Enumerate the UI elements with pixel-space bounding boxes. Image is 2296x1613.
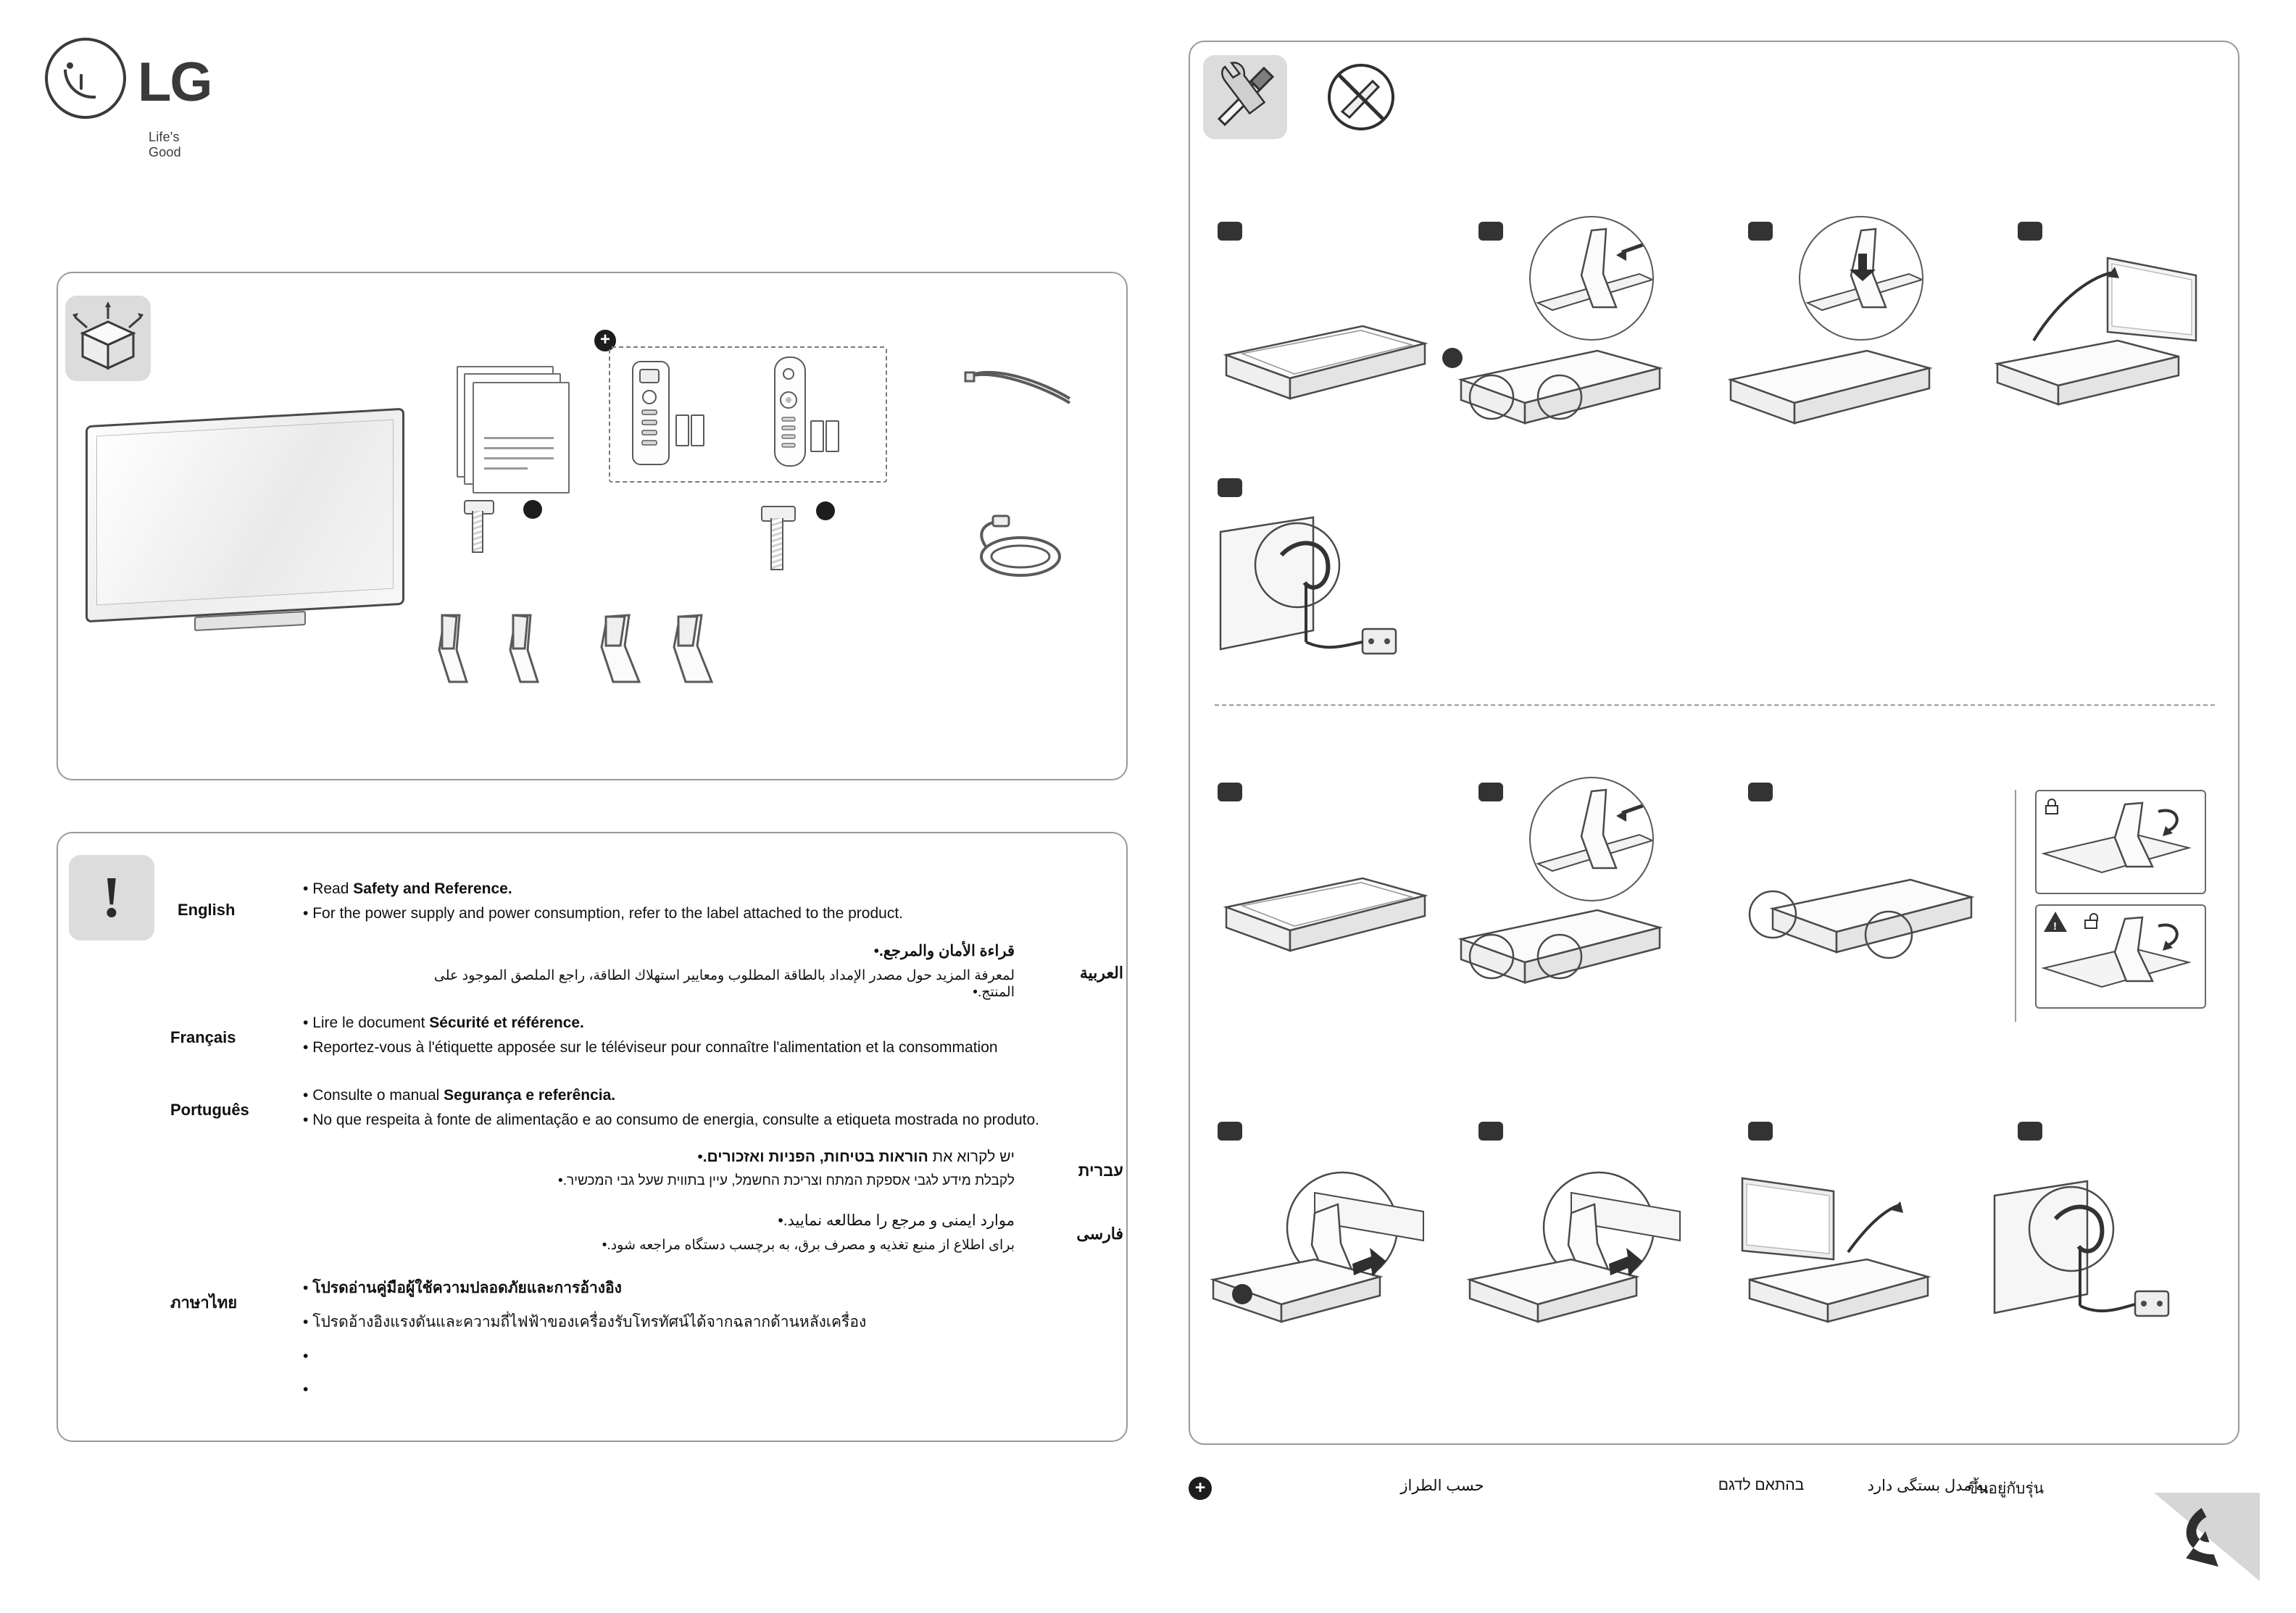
step-badge-a4 (2018, 222, 2042, 241)
safety-line-text: Consulte o manual (312, 1087, 444, 1104)
safety-line-bold: הוראות בטיחות, הפניות ואזכורים. (702, 1149, 928, 1165)
optional-plus-badge: + (594, 330, 616, 351)
battery-icon (810, 420, 824, 452)
step-b5-figure-slide-stand (1206, 1171, 1445, 1330)
screw-quantity-marker (523, 500, 542, 519)
step-badge-a5 (1218, 478, 1242, 497)
language-label-hebrew: עברית (1078, 1162, 1123, 1180)
cable-tie-icon (964, 362, 1073, 413)
language-label-portuguese: Português (170, 1101, 249, 1119)
step-b2-detail-circle (1529, 777, 1654, 901)
step-a1-figure-tv-on-carton (1218, 312, 1428, 406)
power-cord-icon (964, 514, 1073, 587)
step-b4-warning-detail (2035, 904, 2206, 1009)
step-badge-a2-sub (1442, 348, 1463, 368)
battery-icon (675, 414, 689, 446)
page-turn-arrow-icon (2152, 1490, 2261, 1584)
safety-line-text: Read (312, 880, 354, 897)
step-badge-a3 (1748, 222, 1773, 241)
safety-line-text: לקבלת מידע לגבי אספקת המתח וצריכת החשמל, עיין בתווית שעל גבי המכשיר. (562, 1173, 1015, 1188)
safety-line-text: No que respeita à fonte de alimentação e ao consumo de energia, consulte a etiqueta mostrada no produto. (312, 1112, 1040, 1128)
safety-line-text: برای اطلاع از منبع تغذیه و مصرف برق، به برچسب دستگاه مراجعه شود. (607, 1238, 1015, 1253)
safety-text-hebrew (406, 1149, 1015, 1196)
safety-line-bold: โปรดอ่านคู่มือผู้ใช้ความปลอดภัยและการอ้างอิง (312, 1280, 622, 1296)
language-label-arabic: العربية (1079, 964, 1123, 982)
step-badge-b2 (1478, 783, 1503, 801)
screw-icon (464, 500, 493, 557)
documents-icon (457, 366, 570, 493)
step-b7-figure-lift-tv (1725, 1174, 1942, 1333)
warning-triangle-mark: ! (2053, 920, 2057, 933)
screw-quantity-marker (816, 501, 835, 520)
lg-logo (45, 38, 212, 159)
safety-line-text: יש לקרוא את (928, 1149, 1015, 1165)
battery-icon (825, 420, 839, 452)
exclamation-mark-icon: ! (69, 855, 154, 941)
television-icon (86, 417, 404, 649)
safety-text-arabic (406, 942, 1015, 1008)
stand-leg-icon (435, 612, 739, 692)
step-a5-figure-connect-power (1212, 507, 1458, 674)
safety-line-text: موارد ایمنی و مرجع را مطالعه نمایید. (783, 1212, 1015, 1229)
step-badge-b5-sub (1232, 1284, 1252, 1304)
safety-line-bold: Sécurité et référence. (429, 1014, 584, 1031)
step-badge-a1 (1218, 222, 1242, 241)
step-b1-figure-tv-on-carton (1218, 864, 1428, 958)
step-badge-b6 (1478, 1122, 1503, 1141)
safety-text-french (303, 1014, 1057, 1064)
battery-icon (691, 414, 704, 446)
language-label-thai: ภาษาไทย (170, 1293, 238, 1312)
detail-column-divider (2015, 790, 2016, 1022)
step-b8-figure-connect-power (1986, 1171, 2218, 1330)
footer-note-arabic: حسب الطراز (1400, 1477, 1484, 1494)
lock-closed-icon (2045, 799, 2058, 814)
step-badge-b5 (1218, 1122, 1242, 1141)
safety-text-english (303, 880, 1057, 930)
section-divider (1215, 704, 2215, 706)
document-sheet (473, 382, 570, 493)
safety-line-text: โปรดอ้างอิงแรงดันและความถี่ไฟฟ้าของเครื่องรับโทรทัศน์ได้จากฉลากด้านหลังเครื่อง (312, 1313, 867, 1330)
step-badge-a2 (1478, 222, 1503, 241)
footer-note-thai: ขึ้นอยู่กับรุ่น (1967, 1480, 2044, 1497)
footer-note-hebrew: בהתאם לדגם (1718, 1477, 1805, 1493)
safety-text-portuguese (303, 1087, 1057, 1136)
step-a4-figure-lift-tv (1986, 254, 2203, 420)
safety-line-text: For the power supply and power consumption, refer to the label attached to the product. (312, 905, 904, 922)
lg-wordmark: LG (138, 51, 212, 113)
safety-line-bold: Segurança e referência. (444, 1087, 616, 1104)
safety-line-text: Lire le document (312, 1014, 430, 1031)
step-badge-b1 (1218, 783, 1242, 801)
step-a3-detail-circle (1799, 216, 1923, 341)
step-badge-b7 (1748, 1122, 1773, 1141)
footer-note-persian: به مدل بستگی دارد (1867, 1477, 1989, 1494)
step-b6-figure-tighten-screw (1463, 1171, 1702, 1330)
screw-icon (761, 506, 793, 572)
safety-line-bold: قراءة الأمان والمرجع. (879, 943, 1015, 959)
lg-tagline: Life's Good (149, 130, 181, 159)
lock-open-icon (2084, 913, 2097, 929)
no-sharp-object-prohibited-icon (1325, 61, 1397, 133)
step-badge-b8 (2018, 1122, 2042, 1141)
step-a2-detail-circle (1529, 216, 1654, 341)
remote-control-icon (632, 361, 670, 465)
safety-line-text: Reportez-vous à l'étiquette apposée sur le téléviseur pour connaître l'alimentation et la consommation (312, 1039, 998, 1056)
footer-plus-marker: + (1189, 1477, 1212, 1500)
safety-text-thai (303, 1275, 1071, 1411)
tv-screen (86, 408, 404, 623)
tools-screwdriver-wrench-icon (1203, 55, 1287, 139)
language-label-english: English (178, 901, 236, 919)
lg-logo-eye (67, 62, 73, 69)
safety-line-bold: Safety and Reference. (353, 880, 512, 897)
magic-remote-icon (774, 357, 806, 467)
step-badge-b3 (1748, 783, 1773, 801)
safety-line-text: لمعرفة المزيد حول مصدر الإمداد بالطاقة المطلوب ومعايير استهلاك الطاقة، راجع الملصق الموجود على المنتج. (433, 968, 1015, 1000)
language-label-french: Français (170, 1028, 236, 1046)
open-box-icon (65, 296, 151, 381)
language-label-persian: فارسی (1076, 1225, 1123, 1243)
step-b3-figure-secure-legs (1739, 848, 1979, 985)
safety-text-persian (406, 1212, 1015, 1261)
step-b4-lock-detail (2035, 790, 2206, 894)
tv-screen-inner (96, 420, 394, 606)
